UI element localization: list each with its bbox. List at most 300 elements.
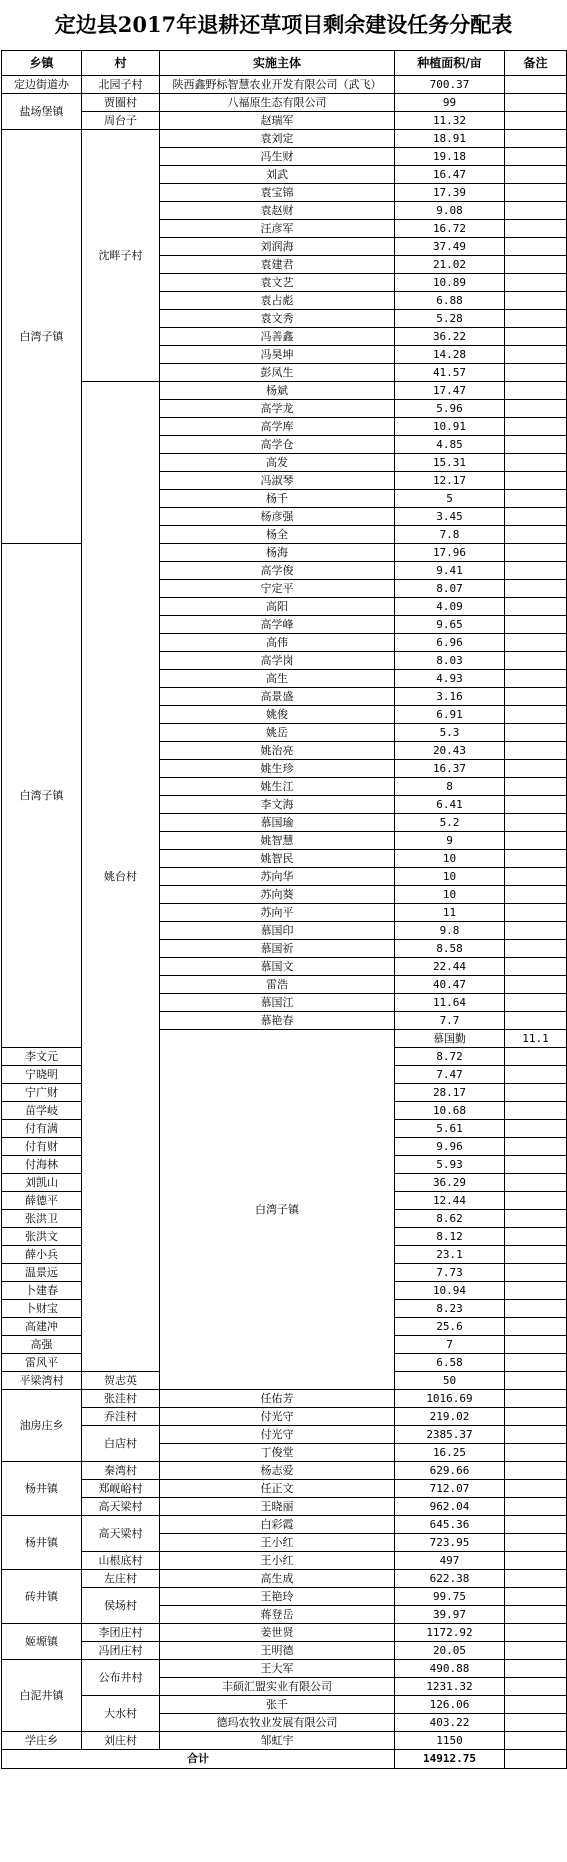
area-cell: 10.89	[395, 274, 505, 292]
remarks-cell	[505, 760, 567, 778]
area-cell: 28.17	[395, 1084, 505, 1102]
area-cell: 12.44	[395, 1192, 505, 1210]
remarks-cell	[505, 508, 567, 526]
entity-cell: 付有财	[2, 1138, 82, 1156]
area-cell: 5.61	[395, 1120, 505, 1138]
remarks-cell	[505, 1102, 567, 1120]
remarks-cell	[505, 1678, 567, 1696]
total-remarks	[505, 1750, 567, 1769]
remarks-cell	[505, 976, 567, 994]
area-cell: 12.17	[395, 472, 505, 490]
area-cell: 9	[395, 832, 505, 850]
area-cell: 22.44	[395, 958, 505, 976]
entity-cell: 袁赵财	[160, 202, 395, 220]
area-cell: 7.7	[395, 1012, 505, 1030]
remarks-cell	[505, 742, 567, 760]
entity-cell: 付海林	[2, 1156, 82, 1174]
area-cell: 1016.69	[395, 1390, 505, 1408]
entity-cell: 汪彦军	[160, 220, 395, 238]
remarks-cell	[505, 274, 567, 292]
area-cell: 6.91	[395, 706, 505, 724]
table-row	[2, 1552, 567, 1570]
entity-cell: 杨彦强	[160, 508, 395, 526]
area-cell: 2385.37	[395, 1426, 505, 1444]
village-cell: 李团庄村	[82, 1624, 160, 1642]
village-cell: 高天梁村	[82, 1516, 160, 1552]
area-cell: 7.73	[395, 1264, 505, 1282]
remarks-cell	[505, 1012, 567, 1030]
area-cell: 5	[395, 490, 505, 508]
entity-cell: 宁定平	[160, 580, 395, 598]
remarks-cell	[505, 850, 567, 868]
entity-cell: 丰硕汇盟实业有限公司	[160, 1678, 395, 1696]
table-row	[2, 1642, 567, 1660]
remarks-cell	[505, 1066, 567, 1084]
remarks-cell	[505, 1156, 567, 1174]
village-cell: 张洼村	[82, 1390, 160, 1408]
table-row	[2, 76, 567, 94]
remarks-cell	[505, 724, 567, 742]
entity-cell: 王小红	[160, 1552, 395, 1570]
remarks-cell	[505, 1444, 567, 1462]
remarks-cell	[505, 832, 567, 850]
area-cell: 6.58	[395, 1354, 505, 1372]
village-cell: 乔洼村	[82, 1408, 160, 1426]
remarks-cell	[505, 1552, 567, 1570]
entity-cell: 高学仓	[160, 436, 395, 454]
allocation-table	[1, 50, 567, 1769]
entity-cell: 姚岳	[160, 724, 395, 742]
town-cell: 学庄乡	[2, 1732, 82, 1750]
table-row	[2, 94, 567, 112]
remarks-cell	[505, 1732, 567, 1750]
entity-cell: 卜财宝	[2, 1300, 82, 1318]
area-cell: 41.57	[395, 364, 505, 382]
remarks-cell	[505, 292, 567, 310]
area-cell: 9.96	[395, 1138, 505, 1156]
remarks-cell	[505, 220, 567, 238]
remarks-cell	[505, 364, 567, 382]
remarks-cell	[505, 238, 567, 256]
village-cell: 平梁湾村	[2, 1372, 82, 1390]
area-cell: 490.88	[395, 1660, 505, 1678]
area-cell: 403.22	[395, 1714, 505, 1732]
remarks-cell	[505, 1084, 567, 1102]
village-cell: 冯团庄村	[82, 1642, 160, 1660]
remarks-cell	[505, 382, 567, 400]
col-header-entity: 实施主体	[160, 51, 395, 76]
entity-cell: 苏向葵	[160, 886, 395, 904]
entity-cell: 宁晓明	[2, 1066, 82, 1084]
area-cell: 16.47	[395, 166, 505, 184]
area-cell: 4.93	[395, 670, 505, 688]
remarks-cell	[505, 1534, 567, 1552]
area-cell: 11.1	[505, 1030, 567, 1048]
entity-cell: 彭凤生	[160, 364, 395, 382]
area-cell: 4.85	[395, 436, 505, 454]
remarks-cell	[505, 1624, 567, 1642]
entity-cell: 张洪卫	[2, 1210, 82, 1228]
area-cell: 10.91	[395, 418, 505, 436]
entity-cell: 贺志英	[82, 1372, 160, 1390]
area-cell: 8.23	[395, 1300, 505, 1318]
table-row	[2, 1498, 567, 1516]
entity-cell: 冯善鑫	[160, 328, 395, 346]
remarks-cell	[505, 994, 567, 1012]
remarks-cell	[505, 1120, 567, 1138]
entity-cell: 王艳玲	[160, 1588, 395, 1606]
entity-cell: 任正文	[160, 1480, 395, 1498]
entity-cell: 白彩霞	[160, 1516, 395, 1534]
remarks-cell	[505, 940, 567, 958]
town-cell: 白湾子镇	[2, 130, 82, 544]
entity-cell: 刘武	[160, 166, 395, 184]
table-body	[2, 76, 567, 1750]
area-cell: 8.72	[395, 1048, 505, 1066]
remarks-cell	[505, 1516, 567, 1534]
area-cell: 622.38	[395, 1570, 505, 1588]
remarks-cell	[505, 616, 567, 634]
remarks-cell	[505, 1048, 567, 1066]
entity-cell: 刘润海	[160, 238, 395, 256]
table-row	[2, 1480, 567, 1498]
entity-cell: 德玛农牧业发展有限公司	[160, 1714, 395, 1732]
remarks-cell	[505, 1714, 567, 1732]
remarks-cell	[505, 1192, 567, 1210]
town-cell: 油房庄乡	[2, 1390, 82, 1462]
entity-cell: 冯淑琴	[160, 472, 395, 490]
entity-cell: 高学龙	[160, 400, 395, 418]
col-header-remarks: 备注	[505, 51, 567, 76]
remarks-cell	[505, 814, 567, 832]
remarks-cell	[505, 328, 567, 346]
remarks-cell	[505, 886, 567, 904]
entity-cell: 王小红	[160, 1534, 395, 1552]
area-cell: 219.02	[395, 1408, 505, 1426]
remarks-cell	[505, 562, 567, 580]
village-cell: 左庄村	[82, 1570, 160, 1588]
area-cell: 16.72	[395, 220, 505, 238]
remarks-cell	[505, 1480, 567, 1498]
area-cell: 16.37	[395, 760, 505, 778]
entity-cell: 高伟	[160, 634, 395, 652]
entity-cell: 付光守	[160, 1408, 395, 1426]
entity-cell: 王明德	[160, 1642, 395, 1660]
remarks-cell	[505, 958, 567, 976]
entity-cell: 高景盛	[160, 688, 395, 706]
area-cell: 10.68	[395, 1102, 505, 1120]
remarks-cell	[505, 1642, 567, 1660]
entity-cell: 杨海	[160, 544, 395, 562]
remarks-cell	[505, 1372, 567, 1390]
remarks-cell	[505, 778, 567, 796]
area-cell: 18.91	[395, 130, 505, 148]
remarks-cell	[505, 1462, 567, 1480]
entity-cell: 杨志爱	[160, 1462, 395, 1480]
area-cell: 1150	[395, 1732, 505, 1750]
entity-cell: 高学俊	[160, 562, 395, 580]
entity-cell: 高阳	[160, 598, 395, 616]
col-header-village: 村	[82, 51, 160, 76]
area-cell: 14.28	[395, 346, 505, 364]
area-cell: 11	[395, 904, 505, 922]
remarks-cell	[505, 490, 567, 508]
area-cell: 6.88	[395, 292, 505, 310]
area-cell: 8.58	[395, 940, 505, 958]
entity-cell: 袁文艺	[160, 274, 395, 292]
entity-cell: 姚生江	[160, 778, 395, 796]
area-cell: 10	[395, 886, 505, 904]
village-cell: 北园子村	[82, 76, 160, 94]
table-row	[2, 130, 567, 148]
village-cell: 秦湾村	[82, 1462, 160, 1480]
remarks-cell	[505, 1390, 567, 1408]
remarks-cell	[505, 76, 567, 94]
area-cell: 20.05	[395, 1642, 505, 1660]
town-cell: 砖井镇	[2, 1570, 82, 1624]
remarks-cell	[505, 310, 567, 328]
entity-cell: 苏向平	[160, 904, 395, 922]
entity-cell: 袁文秀	[160, 310, 395, 328]
remarks-cell	[505, 346, 567, 364]
remarks-cell	[505, 1210, 567, 1228]
area-cell: 645.36	[395, 1516, 505, 1534]
header-row	[2, 51, 567, 76]
total-area: 14912.75	[395, 1750, 505, 1769]
col-header-area: 种植面积/亩	[395, 51, 505, 76]
remarks-cell	[505, 1660, 567, 1678]
area-cell: 17.39	[395, 184, 505, 202]
entity-cell: 袁刘定	[160, 130, 395, 148]
entity-cell: 慕国勤	[395, 1030, 505, 1048]
table-row	[2, 1390, 567, 1408]
table-row	[2, 1462, 567, 1480]
remarks-cell	[505, 670, 567, 688]
entity-cell: 李文海	[160, 796, 395, 814]
entity-cell: 苗学岐	[2, 1102, 82, 1120]
village-cell: 姚台村	[82, 382, 160, 1372]
entity-cell: 袁宝锦	[160, 184, 395, 202]
area-cell: 8.03	[395, 652, 505, 670]
village-cell: 白店村	[82, 1426, 160, 1462]
entity-cell: 高强	[2, 1336, 82, 1354]
entity-cell: 高建冲	[2, 1318, 82, 1336]
area-cell: 23.1	[395, 1246, 505, 1264]
entity-cell: 袁占彪	[160, 292, 395, 310]
remarks-cell	[505, 454, 567, 472]
entity-cell: 杨全	[160, 526, 395, 544]
village-cell: 高天梁村	[82, 1498, 160, 1516]
entity-cell: 陕西鑫野标智慧农业开发有限公司（武飞）	[160, 76, 395, 94]
entity-cell: 王大军	[160, 1660, 395, 1678]
area-cell: 712.07	[395, 1480, 505, 1498]
area-cell: 17.47	[395, 382, 505, 400]
entity-cell: 姚生珍	[160, 760, 395, 778]
remarks-cell	[505, 1606, 567, 1624]
table-row	[2, 1570, 567, 1588]
remarks-cell	[505, 94, 567, 112]
table-row	[2, 1732, 567, 1750]
area-cell: 1231.32	[395, 1678, 505, 1696]
town-cell: 白湾子镇	[2, 544, 82, 1048]
town-cell: 杨井镇	[2, 1516, 82, 1570]
entity-cell: 杨斌	[160, 382, 395, 400]
remarks-cell	[505, 1174, 567, 1192]
entity-cell: 慕国瑜	[160, 814, 395, 832]
entity-cell: 雷浩	[160, 976, 395, 994]
remarks-cell	[505, 130, 567, 148]
entity-cell: 邹虹宇	[160, 1732, 395, 1750]
entity-cell: 张千	[160, 1696, 395, 1714]
remarks-cell	[505, 868, 567, 886]
village-cell: 山根底村	[82, 1552, 160, 1570]
area-cell: 25.6	[395, 1318, 505, 1336]
area-cell: 21.02	[395, 256, 505, 274]
area-cell: 497	[395, 1552, 505, 1570]
entity-cell: 丁俊堂	[160, 1444, 395, 1462]
area-cell: 10.94	[395, 1282, 505, 1300]
area-cell: 36.22	[395, 328, 505, 346]
total-label: 合计	[2, 1750, 395, 1769]
village-cell: 大水村	[82, 1696, 160, 1732]
remarks-cell	[505, 1336, 567, 1354]
area-cell: 8.07	[395, 580, 505, 598]
area-cell: 17.96	[395, 544, 505, 562]
remarks-cell	[505, 526, 567, 544]
area-cell: 11.32	[395, 112, 505, 130]
area-cell: 9.08	[395, 202, 505, 220]
remarks-cell	[505, 688, 567, 706]
entity-cell: 王晓丽	[160, 1498, 395, 1516]
entity-cell: 任佑芳	[160, 1390, 395, 1408]
remarks-cell	[505, 706, 567, 724]
remarks-cell	[505, 904, 567, 922]
remarks-cell	[505, 1318, 567, 1336]
area-cell: 1172.92	[395, 1624, 505, 1642]
entity-cell: 付光守	[160, 1426, 395, 1444]
entity-cell: 雷风平	[2, 1354, 82, 1372]
area-cell: 19.18	[395, 148, 505, 166]
entity-cell: 高学峰	[160, 616, 395, 634]
area-cell: 5.28	[395, 310, 505, 328]
entity-cell: 袁建君	[160, 256, 395, 274]
area-cell: 7.47	[395, 1066, 505, 1084]
village-cell: 郑岘峪村	[82, 1480, 160, 1498]
entity-cell: 高学库	[160, 418, 395, 436]
entity-cell: 慕国印	[160, 922, 395, 940]
remarks-cell	[505, 148, 567, 166]
entity-cell: 姚智民	[160, 850, 395, 868]
area-cell: 5.2	[395, 814, 505, 832]
remarks-cell	[505, 1696, 567, 1714]
area-cell: 37.49	[395, 238, 505, 256]
area-cell: 700.37	[395, 76, 505, 94]
entity-cell: 八福原生态有限公司	[160, 94, 395, 112]
remarks-cell	[505, 1264, 567, 1282]
area-cell: 9.41	[395, 562, 505, 580]
village-cell: 刘庄村	[82, 1732, 160, 1750]
remarks-cell	[505, 1282, 567, 1300]
remarks-cell	[505, 418, 567, 436]
remarks-cell	[505, 1354, 567, 1372]
village-cell: 沈畔子村	[82, 130, 160, 382]
table-row	[2, 1426, 567, 1444]
remarks-cell	[505, 1246, 567, 1264]
remarks-cell	[505, 472, 567, 490]
entity-cell: 慕艳春	[160, 1012, 395, 1030]
area-cell: 39.97	[395, 1606, 505, 1624]
table-row	[2, 1624, 567, 1642]
area-cell: 16.25	[395, 1444, 505, 1462]
area-cell: 5.93	[395, 1156, 505, 1174]
remarks-cell	[505, 1426, 567, 1444]
table-row	[2, 1516, 567, 1534]
town-cell: 杨井镇	[2, 1462, 82, 1516]
area-cell: 962.04	[395, 1498, 505, 1516]
remarks-cell	[505, 922, 567, 940]
entity-cell: 赵瑞军	[160, 112, 395, 130]
remarks-cell	[505, 544, 567, 562]
entity-cell: 温景远	[2, 1264, 82, 1282]
area-cell: 8.62	[395, 1210, 505, 1228]
entity-cell: 慕国文	[160, 958, 395, 976]
area-cell: 6.96	[395, 634, 505, 652]
table-row	[2, 1408, 567, 1426]
table-row	[2, 112, 567, 130]
table-row	[2, 382, 567, 400]
remarks-cell	[505, 1300, 567, 1318]
area-cell: 10	[395, 868, 505, 886]
entity-cell: 高学岗	[160, 652, 395, 670]
entity-cell: 蒋登岳	[160, 1606, 395, 1624]
entity-cell: 慕国江	[160, 994, 395, 1012]
area-cell: 7.8	[395, 526, 505, 544]
remarks-cell	[505, 184, 567, 202]
entity-cell: 杨千	[160, 490, 395, 508]
area-cell: 629.66	[395, 1462, 505, 1480]
remarks-cell	[505, 796, 567, 814]
entity-cell: 高生成	[160, 1570, 395, 1588]
area-cell: 99.75	[395, 1588, 505, 1606]
remarks-cell	[505, 1588, 567, 1606]
entity-cell: 宁广财	[2, 1084, 82, 1102]
entity-cell: 薛德平	[2, 1192, 82, 1210]
town-cell: 白泥井镇	[2, 1660, 82, 1732]
remarks-cell	[505, 598, 567, 616]
entity-cell: 卜建春	[2, 1282, 82, 1300]
area-cell: 723.95	[395, 1534, 505, 1552]
entity-cell: 李文元	[2, 1048, 82, 1066]
table-row	[2, 1588, 567, 1606]
area-cell: 20.43	[395, 742, 505, 760]
remarks-cell	[505, 256, 567, 274]
town-cell: 盐场堡镇	[2, 94, 82, 130]
area-cell: 15.31	[395, 454, 505, 472]
town-cell: 姬塬镇	[2, 1624, 82, 1660]
total-row	[2, 1750, 567, 1769]
remarks-cell	[505, 1138, 567, 1156]
area-cell: 6.41	[395, 796, 505, 814]
entity-cell: 姚治亮	[160, 742, 395, 760]
entity-cell: 冯昊坤	[160, 346, 395, 364]
entity-cell: 高发	[160, 454, 395, 472]
area-cell: 50	[395, 1372, 505, 1390]
area-cell: 99	[395, 94, 505, 112]
entity-cell: 慕国祈	[160, 940, 395, 958]
area-cell: 9.8	[395, 922, 505, 940]
table-row	[2, 1696, 567, 1714]
entity-cell: 付有满	[2, 1120, 82, 1138]
